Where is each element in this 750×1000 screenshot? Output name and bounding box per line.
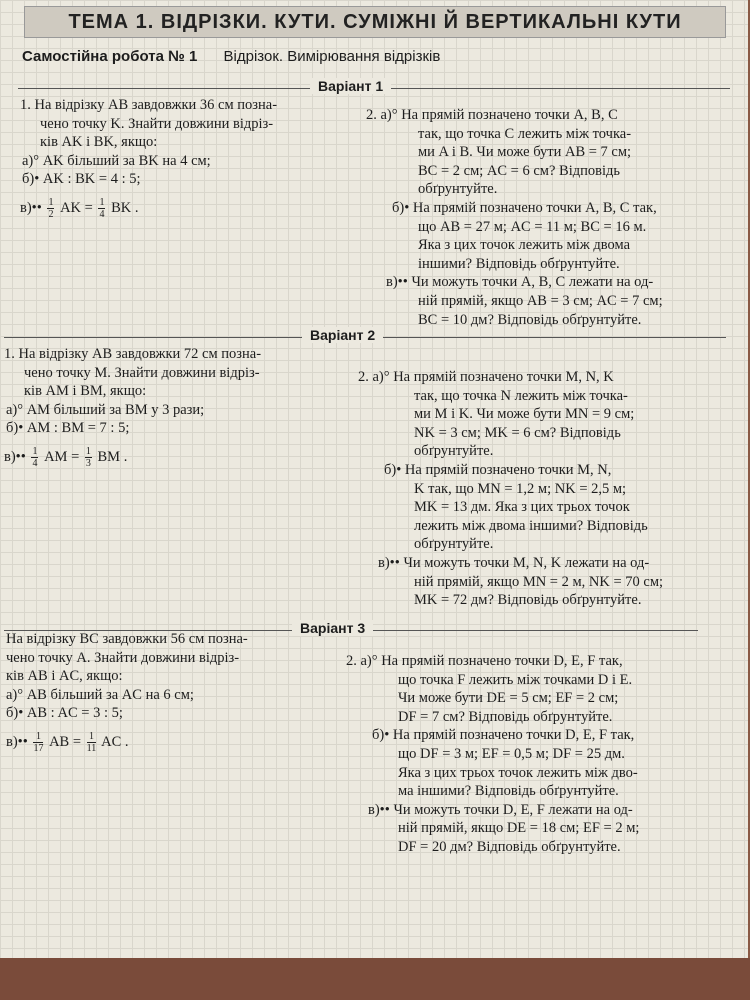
task-line: обґрунтуйте. (418, 181, 498, 198)
task-line: лежить між двома іншими? Відповідь (414, 517, 648, 534)
task-line: так, що точка C лежить між точка- (418, 125, 632, 142)
numerator: 1 (99, 196, 105, 208)
denominator: 17 (33, 742, 44, 754)
task-line: 2. а)° На прямій позначено точки D, E, F так, (346, 653, 623, 669)
topic-banner: ТЕМА 1. ВІДРІЗКИ. КУТИ. СУМІЖНІ Й ВЕРТИКАЛЬНІ КУТИ (24, 6, 726, 38)
task-line: ній прямій, якщо MN = 2 м, NK = 70 см; (414, 573, 664, 590)
task-line: Яка з цих трьох точок лежить між дво- (398, 764, 638, 781)
task-line: чено точку K. Знайти довжини відріз- (40, 115, 274, 132)
task-line: NK = 3 см; MK = 6 см? Відповідь (414, 424, 621, 441)
task-option-b: б)• AM : BM = 7 : 5; (6, 420, 130, 437)
work-subject: Відрізок. Вимірювання відрізків (223, 48, 441, 65)
task-line: б)• На прямій позначено точки M, N, (384, 461, 612, 478)
task-line: в)•• Чи можуть точки A, B, C лежати на од- (386, 274, 654, 291)
task-line: ма іншими? Відповідь обґрунтуйте. (398, 783, 619, 800)
task-line: так, що точка N лежить між точка- (414, 387, 628, 404)
variant-3-label: Варіант 3 (292, 620, 373, 636)
task-line: в)•• Чи можуть точки D, E, F лежати на од- (368, 801, 633, 818)
task-line: б)• На прямій позначено точки A, B, C так, (392, 199, 657, 216)
numerator: 1 (32, 445, 38, 457)
task-option-c (20, 197, 277, 220)
task-line: K так, що MN = 1,2 м; NK = 2,5 м; (414, 480, 627, 497)
task-line: що точка F лежить між точками D і E. (398, 671, 633, 688)
task-line: обґрунтуйте. (414, 443, 494, 460)
task-line: б)• На прямій позначено точки D, E, F так, (372, 727, 635, 744)
task-option-b: б)• AK : BK = 4 : 5; (22, 171, 141, 188)
numerator: 1 (85, 445, 91, 457)
numerator: 1 (48, 196, 54, 208)
task-line: На відрізку BC завдовжки 56 см позна- (6, 631, 248, 647)
work-header (22, 48, 440, 65)
task-line: MK = 72 дм? Відповідь обґрунтуйте. (414, 592, 642, 609)
equation-end: BM . (97, 448, 128, 465)
variant-1-label: Варіант 1 (310, 78, 391, 94)
task-line: ній прямій, якщо AB = 3 см; AC = 7 см; (418, 292, 663, 309)
fraction (33, 731, 43, 754)
task-line: DF = 7 см? Відповідь обґрунтуйте. (398, 708, 613, 725)
task-line: 1. На відрізку AB завдовжки 72 см позна- (4, 346, 262, 362)
variant-3-task-1 (6, 630, 248, 754)
denominator: 2 (48, 208, 54, 220)
task-line: що AB = 27 м; AC = 11 м; BC = 16 м. (418, 218, 647, 235)
task-line: обґрунтуйте. (414, 536, 494, 553)
variant-2-task-1 (4, 345, 261, 469)
equation-middle: AM = (44, 448, 80, 465)
desk-surface (0, 958, 750, 1000)
numerator: 1 (87, 731, 97, 743)
task-line: Яка з цих точок лежить між двома (418, 237, 631, 254)
task-option-a: а)° AK більший за BK на 4 см; (22, 152, 211, 169)
fraction (31, 446, 38, 469)
task-line: що DF = 3 м; EF = 0,5 м; DF = 25 дм. (398, 745, 625, 762)
variant-3-task-2 (346, 652, 639, 857)
task-line: 2. а)° На прямій позначено точки M, N, K (358, 369, 614, 385)
task-line: BC = 2 см; AC = 6 см? Відповідь (418, 162, 620, 179)
task-option-c (4, 446, 261, 469)
task-option-a: а)° AB більший за AC на 6 см; (6, 686, 194, 703)
equation-end: AC . (101, 733, 129, 750)
task-line: ми M і K. Чи може бути MN = 9 см; (414, 406, 635, 423)
task-line: іншими? Відповідь обґрунтуйте. (418, 255, 620, 272)
denominator: 3 (85, 457, 91, 469)
work-title: Самостійна робота № 1 (22, 48, 198, 65)
task-line: чено точку A. Знайти довжини відріз- (6, 649, 240, 666)
task-line: в)•• Чи можуть точки M, N, K лежати на од- (378, 554, 650, 571)
task-line: DF = 20 дм? Відповідь обґрунтуйте. (398, 838, 621, 855)
fraction (47, 197, 54, 220)
task-line: ній прямій, якщо DE = 18 см; EF = 2 м; (398, 820, 640, 837)
task-line: ми A і B. Чи може бути AB = 7 см; (418, 144, 632, 161)
variant-1-task-2 (366, 106, 663, 329)
task-option-a: а)° AM більший за BM у 3 рази; (6, 401, 205, 418)
variant-1-task-1 (20, 96, 277, 220)
task-line: Чи може бути DE = 5 см; EF = 2 см; (398, 690, 619, 707)
task-line: чено точку M. Знайти довжини відріз- (24, 364, 260, 381)
denominator: 11 (86, 742, 97, 754)
option-c-prefix: в)•• (4, 448, 26, 465)
task-line: 1. На відрізку AB завдовжки 36 см позна- (20, 97, 278, 113)
equation-middle: AB = (49, 733, 82, 750)
fraction (98, 197, 105, 220)
denominator: 4 (99, 208, 105, 220)
option-c-prefix: в)•• (6, 733, 28, 750)
equation-end: BK . (111, 199, 139, 216)
numerator: 1 (33, 731, 43, 743)
variant-2-label: Варіант 2 (302, 327, 383, 343)
task-option-b: б)• AB : AC = 3 : 5; (6, 705, 123, 722)
fraction (85, 446, 92, 469)
task-line: 2. а)° На прямій позначено точки A, B, C (366, 107, 618, 123)
task-line: BC = 10 дм? Відповідь обґрунтуйте. (418, 311, 642, 328)
task-line: ків AB і AC, якщо: (6, 668, 123, 685)
option-c-prefix: в)•• (20, 199, 42, 216)
task-line: ків AM і BM, якщо: (24, 383, 147, 400)
task-option-c (6, 731, 248, 754)
task-line: MK = 13 дм. Яка з цих трьох точок (414, 499, 630, 516)
fraction (87, 731, 97, 754)
denominator: 4 (32, 457, 38, 469)
equation-middle: AK = (60, 199, 93, 216)
variant-2-task-2 (358, 368, 663, 610)
task-line: ків AK і BK, якщо: (40, 134, 158, 151)
